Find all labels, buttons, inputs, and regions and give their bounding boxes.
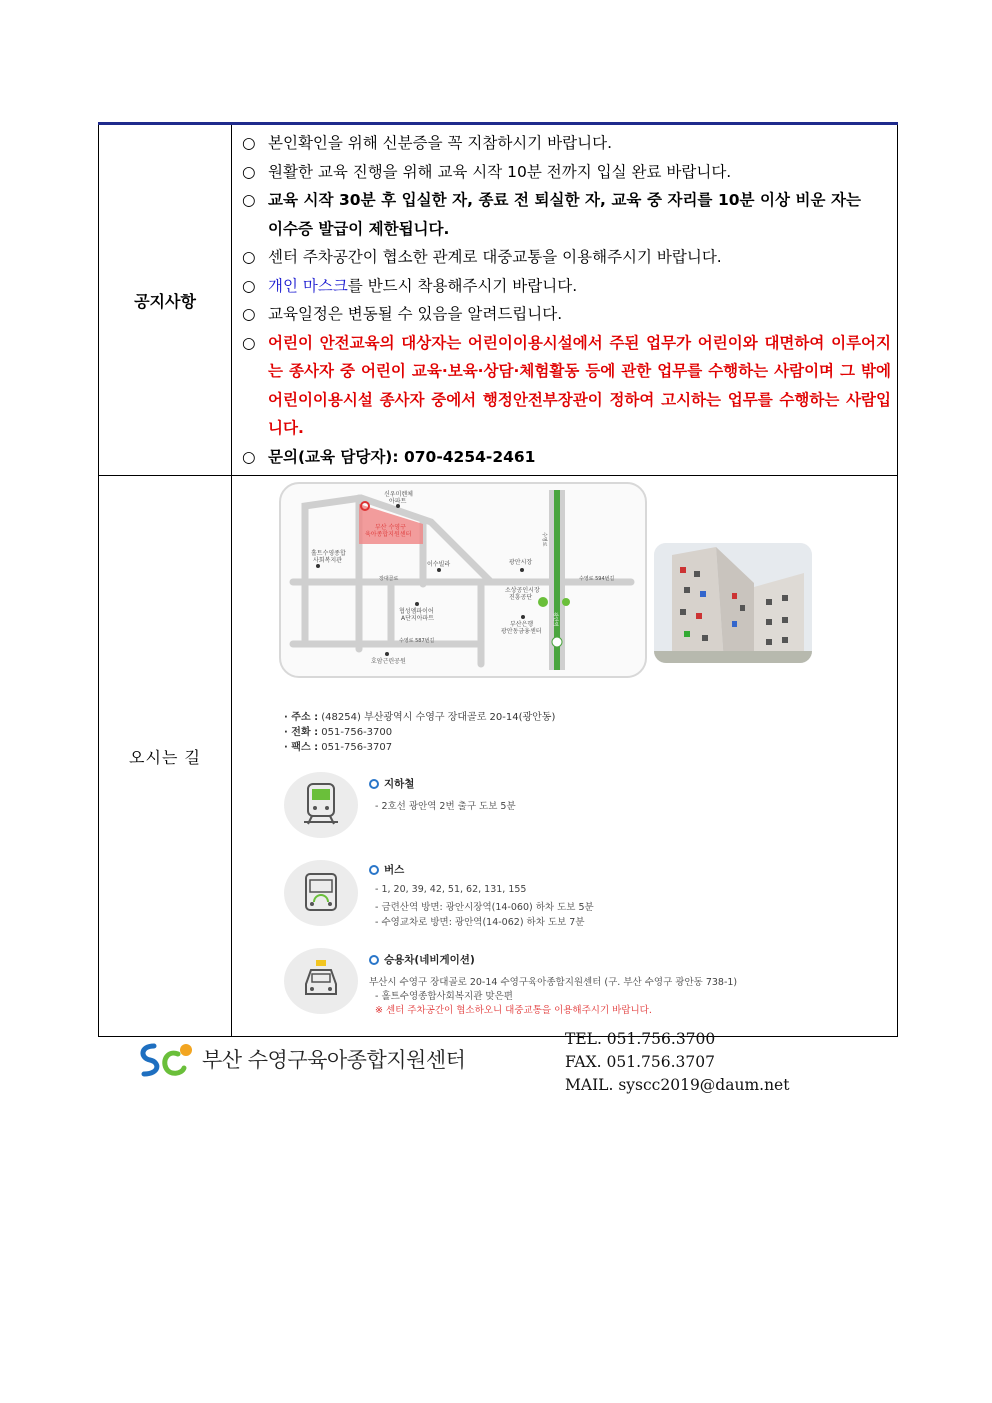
org-logo [138,1040,198,1080]
svg-text:장대골로: 장대골로 [379,576,399,582]
fax-line: · 팩스 : 051-756-3707 [284,742,393,753]
notice-label: 공지사항 [99,124,232,476]
footer-contact [565,1028,789,1097]
svg-text:홀트수영종합: 홀트수영종합 [311,550,346,557]
subway-title: 지하철 [369,776,414,791]
svg-text:육아종합지원센터: 육아종합지원센터 [365,531,412,538]
car-warning: ※ 센터 주차공간이 협소하오니 대중교통을 이용해주시기 바랍니다. [375,1005,652,1016]
org-name: 부산 수영구육아종합지원센터 [202,1048,466,1072]
location-map [279,482,647,678]
directions-content [232,476,898,1037]
svg-text:부산은행: 부산은행 [510,621,534,628]
notice-item: ○ 원활한 교육 진행을 위해 교육 시작 10분 전까지 입실 완료 바랍니다. [242,162,732,181]
svg-text:신우미렌체: 신우미렌체 [384,491,413,498]
svg-text:광안역: 광안역 [552,612,558,627]
svg-text:이수빌라: 이수빌라 [427,561,451,568]
svg-text:아파트: 아파트 [389,498,407,505]
phone-line: · 전화 : 051-756-3700 [284,727,393,738]
car-icon [284,948,358,1014]
svg-text:수영로: 수영로 [541,532,547,547]
address-line: · 주소 : (48254) 부산광역시 수영구 장대골로 20-14(광안동) [284,712,556,723]
notice-item: ○ 본인확인을 위해 신분증을 꼭 지참하시기 바랍니다. [242,134,612,152]
footer-tel: TEL. 051.756.3700 [565,1030,716,1048]
svg-text:소상공인시장: 소상공인시장 [505,587,540,594]
notice-item-mask: ○ 개인 마스크를 반드시 착용해주시기 바랍니다. [242,276,578,295]
svg-text:사회복지관: 사회복지관 [313,557,342,564]
footer-mail: MAIL. syscc2019@daum.net [565,1076,790,1094]
building-photo [654,543,812,663]
svg-text:수영로 594번길: 수영로 594번길 [579,576,615,582]
svg-text:진흥공단: 진흥공단 [509,594,533,601]
notice-list [232,124,898,476]
bus-line: - 1, 20, 39, 42, 51, 62, 131, 155 [375,884,527,895]
svg-text:부산 수영구: 부산 수영구 [375,524,406,531]
subway-icon [284,772,358,838]
notice-item-attendance: ○ 교육 시작 30분 후 입실한 자, 종료 전 퇴실한 자, 교육 중 자리를 10분 이상 비운 자는 이수증 발급이 제한됩니다. [242,191,861,238]
footer-fax: FAX. 051.756.3707 [565,1053,715,1071]
car-line: - 홀트수영종합사회복지관 맞은편 [375,991,513,1002]
svg-text:협성엠파이어: 협성엠파이어 [399,608,434,615]
notice-item-contact: ○ 문의(교육 담당자): 070-4254-2461 [242,447,536,466]
car-title: 승용차(네비게이션) [369,952,475,967]
directions-label: 오시는 길 [99,476,232,1037]
bus-icon [284,860,358,926]
notice-item-target: ○ 어린이 안전교육의 대상자는 어린이이용시설에서 주된 업무가 어린이와 대면하여 이루어지는 종사자 중 어린이 교육·보육·상담·체험활동 등에 관한 업무를 수행하는 사람이며 그 밖에 어린이이용시설 종사자 중에서 행정안전부장관이 정하여 고시하는 업무를 수행하는 사람입니다. [242,333,891,437]
bus-line: - 금련산역 방면: 광안시장역(14-060) 하차 도보 5분 [375,902,594,913]
svg-text:광안동금융센터: 광안동금융센터 [501,628,542,635]
car-line: 부산시 수영구 장대골로 20-14 수영구육아종합지원센터 (구. 부산 수영구 광안동 738-1) [369,977,738,988]
bus-line: - 수영교차로 방면: 광안역(14-062) 하차 도보 7분 [375,917,585,928]
notice-item: ○ 교육일정은 변동될 수 있음을 알려드립니다. [242,305,563,323]
svg-text:A단지아파트: A단지아파트 [401,615,435,622]
map-graphic [281,484,645,676]
bus-title: 버스 [369,862,404,877]
info-table [98,122,898,1037]
svg-text:광안시장: 광안시장 [509,559,533,566]
svg-text:호암근린공원: 호암근린공원 [371,658,406,665]
notice-item: ○ 센터 주차공간이 협소한 관계로 대중교통을 이용해주시기 바랍니다. [242,248,722,266]
subway-line: - 2호선 광안역 2번 출구 도보 5분 [375,801,516,812]
svg-text:수영로 587번길: 수영로 587번길 [399,638,435,644]
